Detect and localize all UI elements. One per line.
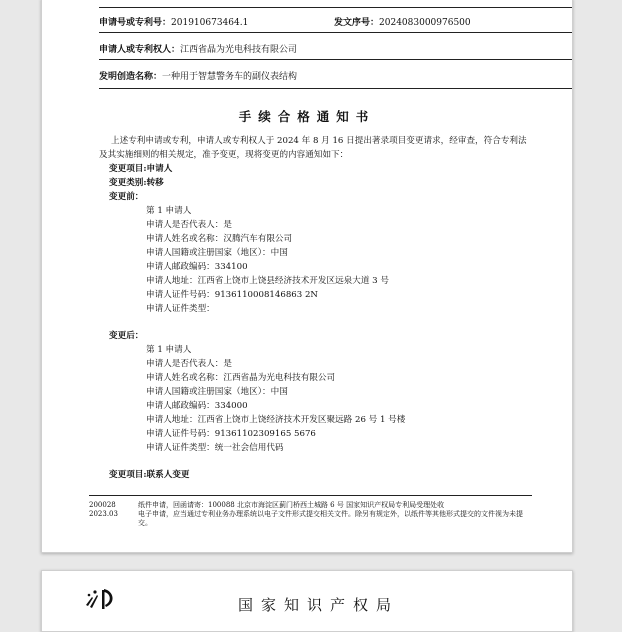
after-line: 申请人证件类型：统一社会信用代码 xyxy=(146,443,284,453)
header-rule xyxy=(99,32,572,33)
before-line: 第 1 申请人 xyxy=(146,206,192,216)
after-line: 第 1 申请人 xyxy=(146,345,192,355)
application-number-value: 201910673464.1 xyxy=(171,18,249,28)
footer-electronic-note: 电子申请，应当通过专利业务办理系统以电子文件形式提交相关文件。除另有规定外，以纸件等其他形式提交的文件视为未提交。 xyxy=(138,510,523,527)
notice-page xyxy=(41,0,573,553)
invention-row xyxy=(99,69,297,82)
cnipa-emblem-icon xyxy=(80,585,124,609)
notice-title: 手续合格通知书 xyxy=(238,109,376,124)
before-line: 申请人证件号码：9136110008146863 2N xyxy=(146,290,318,300)
header-rule xyxy=(99,88,572,89)
before-line: 申请人证件类型： xyxy=(146,304,215,314)
before-line: 申请人地址：江西省上饶市上饶县经济技术开发区远泉大道 3 号 xyxy=(146,276,389,286)
before-line: 申请人是否代表人：是 xyxy=(146,220,232,230)
change-item-contact: 变更项目:联系人变更 xyxy=(109,470,190,480)
before-label: 变更前： xyxy=(109,192,144,202)
footer-mail-note: 纸件申请，回函请寄：100088 北京市海淀区蓟门桥西土城路 6 号 国家知识产权局专利局受理处收 xyxy=(138,501,445,509)
before-line: 申请人姓名或名称：汉腾汽车有限公司 xyxy=(146,234,293,244)
document-number-row xyxy=(334,15,471,28)
after-line: 申请人国籍或注册国家（地区）：中国 xyxy=(146,387,288,397)
after-line: 申请人姓名或名称：江西省晶为光电科技有限公司 xyxy=(146,373,336,383)
change-type: 变更类别:转移 xyxy=(109,178,164,188)
intro-paragraph: 上述专利申请或专利，申请人或专利权人于 2024 年 8 月 16 日提出著录项目变更请求，经审查，符合专利法及其实施细则的相关规定，准予变更，现将变更的内容通知如下： xyxy=(99,136,527,160)
application-number-row xyxy=(99,15,248,28)
header-rule xyxy=(99,7,572,8)
header-rule xyxy=(99,59,572,60)
invention-label: 发明创造名称： xyxy=(99,72,163,82)
invention-value: 一种用于智慧警务车的副仪表结构 xyxy=(162,72,298,82)
applicant-row xyxy=(99,42,297,55)
before-line: 申请人国籍或注册国家（地区）：中国 xyxy=(146,248,288,258)
form-version: 2023.03 xyxy=(89,510,118,518)
application-number-label: 申请号或专利号： xyxy=(99,18,172,28)
after-label: 变更后： xyxy=(109,331,144,341)
footer-rule xyxy=(89,495,532,496)
after-line: 申请人地址：江西省上饶市上饶经济技术开发区聚远路 26 号 1 号楼 xyxy=(146,415,406,425)
applicant-value: 江西省晶为光电科技有限公司 xyxy=(180,45,298,55)
before-line: 申请人邮政编码：334100 xyxy=(146,262,248,272)
change-item-applicant: 变更项目:申请人 xyxy=(109,164,173,174)
form-code: 200028 xyxy=(89,501,116,509)
agency-title: 国家知识产权局 xyxy=(238,596,400,614)
after-line: 申请人邮政编码：334000 xyxy=(146,401,248,411)
next-page xyxy=(41,570,573,632)
document-number-value: 2024083000976500 xyxy=(379,18,471,28)
applicant-label: 申请人或专利权人： xyxy=(99,45,181,55)
document-number-label: 发文序号： xyxy=(334,18,380,28)
after-line: 申请人是否代表人：是 xyxy=(146,359,232,369)
after-line: 申请人证件号码：91361102309165 5676 xyxy=(146,429,316,439)
